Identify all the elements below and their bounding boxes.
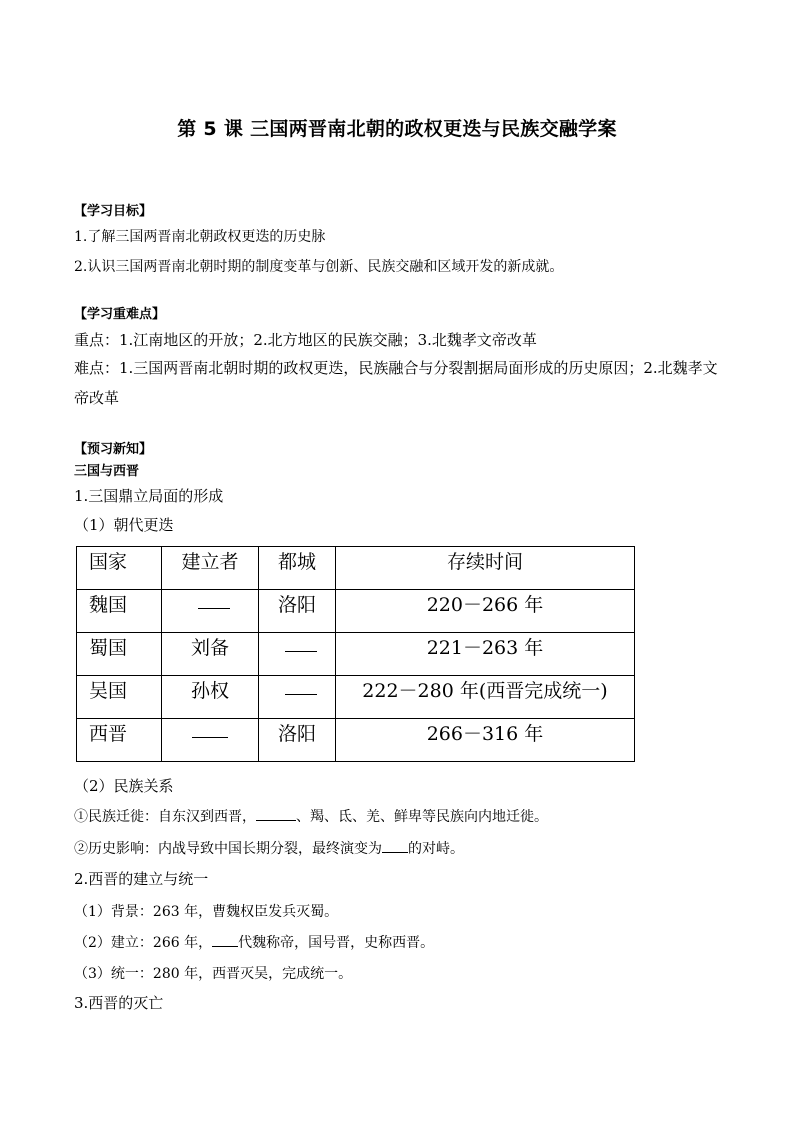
table-cell-country: 西晋 [77,719,162,762]
fill-blank[interactable] [382,851,408,853]
table-cell-duration: 221－263 年 [336,633,635,676]
section-1-sub-1: （1）朝代更迭 [74,516,174,534]
table-cell-country: 魏国 [77,590,162,633]
section-1-sub-2: （2）民族关系 [74,777,174,795]
table-cell-duration: 222－280 年(西晋完成统一) [336,676,635,719]
key-points-difficulty: 难点：1.三国两晋南北朝时期的政权更迭，民族融合与分裂割据局面形成的历史原因；2.北魏孝文帝改革 [74,359,718,407]
table-header-cell: 存续时间 [336,547,635,590]
table-header-cell: 都城 [259,547,336,590]
establishment-text-a: （2）建立：266 年， [74,935,213,951]
section-3-title: 3.西晋的灭亡 [74,994,164,1012]
table-header-cell: 建立者 [162,547,259,590]
ethnic-migration-text-b: 、羯、氐、羌、鲜卑等民族向内地迁徙。 [296,809,548,825]
historical-impact-line [74,838,464,858]
table-row [77,676,635,719]
table-cell-capital-blank[interactable] [259,633,336,676]
preview-heading: 【预习新知】 [74,442,153,457]
learning-goal-2: 2.认识三国两晋南北朝时期的制度变革与创新、民族交融和区域开发的新成就。 [74,259,564,275]
historical-impact-text-b: 的对峙。 [408,841,464,857]
fill-blank[interactable] [212,945,238,947]
ethnic-migration-line [74,806,548,826]
table-cell-capital-blank[interactable] [259,676,336,719]
key-points-heading: 【学习重难点】 [74,307,166,322]
table-row [77,719,635,762]
learning-goals-heading: 【学习目标】 [74,204,153,219]
preview-subheading: 三国与西晋 [74,464,140,479]
table-row [77,590,635,633]
table-cell-country: 蜀国 [77,633,162,676]
table-cell-founder-blank[interactable] [162,590,259,633]
table-row [77,633,635,676]
section-2-establishment [74,932,434,952]
dynasty-table [76,546,635,762]
section-2-unification: （3）统一：280 年，西晋灭吴，完成统一。 [74,966,353,982]
table-header-row [77,547,635,590]
table-cell-country: 吴国 [77,676,162,719]
table-header-cell: 国家 [77,547,162,590]
section-1-title: 1.三国鼎立局面的形成 [74,487,224,505]
table-cell-founder-blank[interactable] [162,719,259,762]
table-cell-founder: 孙权 [162,676,259,719]
table-cell-duration: 266－316 年 [336,719,635,762]
section-2-background: （1）背景：263 年，曹魏权臣发兵灭蜀。 [74,904,339,920]
ethnic-migration-text-a: ①民族迁徙：自东汉到西晋， [74,809,256,825]
table-cell-capital: 洛阳 [259,590,336,633]
historical-impact-text-a: ②历史影响：内战导致中国长期分裂，最终演变为 [74,841,382,857]
establishment-text-b: 代魏称帝，国号晋，史称西晋。 [238,935,435,951]
fill-blank[interactable] [256,819,296,821]
table-cell-duration: 220－266 年 [336,590,635,633]
table-cell-capital: 洛阳 [259,719,336,762]
learning-goal-1: 1.了解三国两晋南北朝政权更迭的历史脉 [74,229,326,245]
section-2-title: 2.西晋的建立与统一 [74,870,209,888]
key-points-focus: 重点：1.江南地区的开放；2.北方地区的民族交融；3.北魏孝文帝改革 [74,331,537,349]
table-cell-founder: 刘备 [162,633,259,676]
page-title: 第 5 课 三国两晋南北朝的政权更迭与民族交融学案 [177,118,617,140]
